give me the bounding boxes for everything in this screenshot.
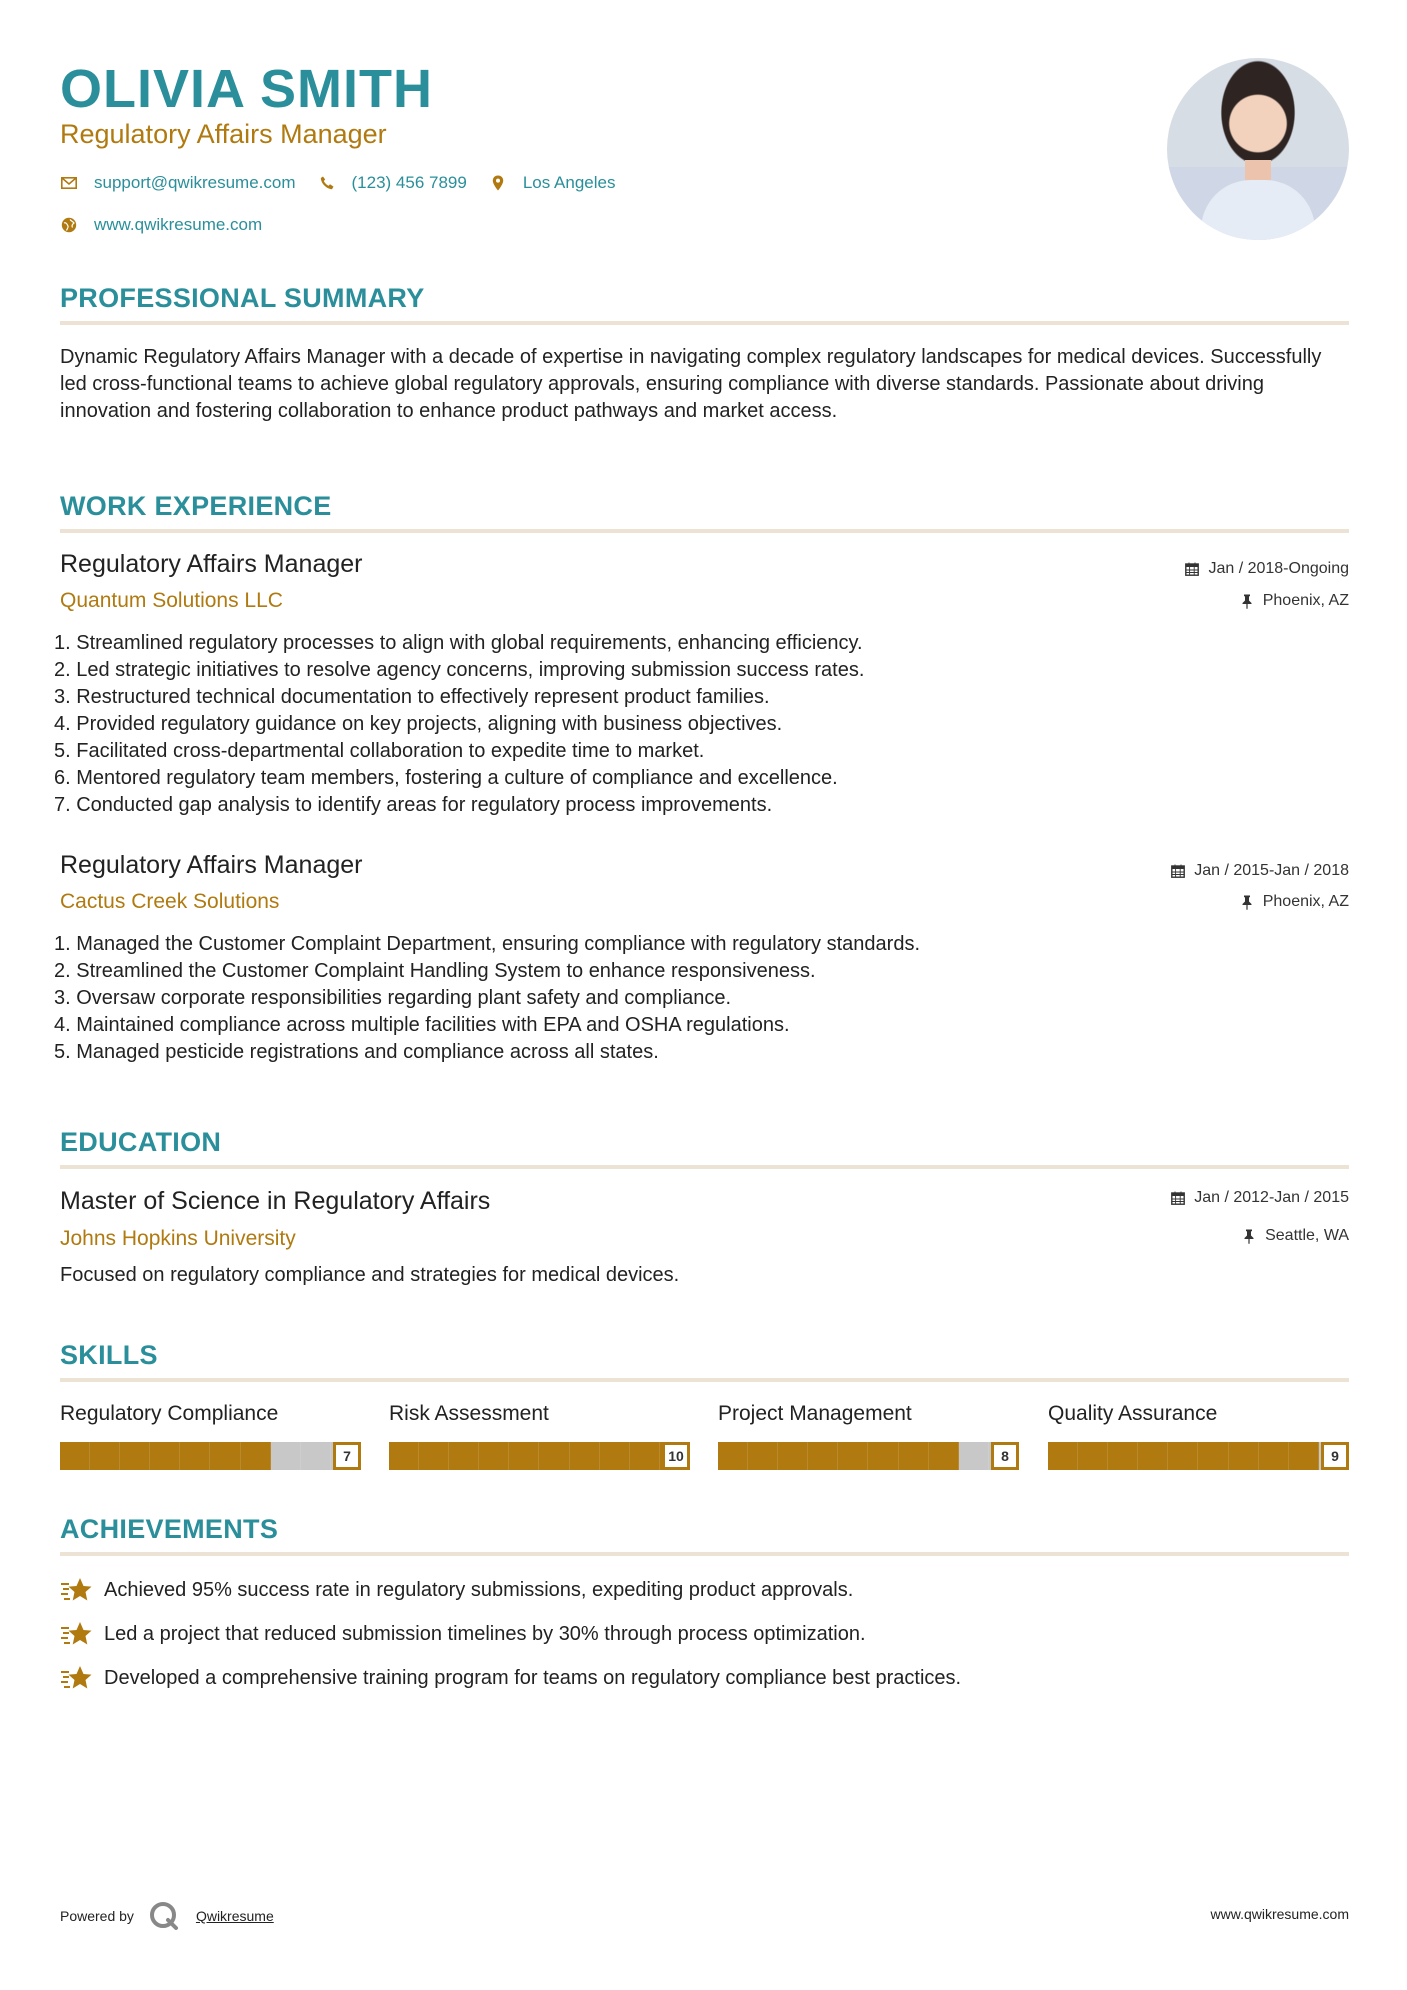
- education-divider: [60, 1165, 1349, 1169]
- skill-bar-segment: [748, 1442, 778, 1470]
- list-item: 3. Restructured technical documentation to effectively represent product families.: [54, 686, 770, 708]
- skill-bar-segment: [1108, 1442, 1138, 1470]
- job-1-bullets: [54, 630, 864, 819]
- skill-bar-segment: [570, 1442, 600, 1470]
- calendar-icon: [1184, 561, 1200, 577]
- education-description: Focused on regulatory compliance and strategies for medical devices.: [60, 1264, 680, 1286]
- resume-page: [54, 0, 1349, 1990]
- skill-bar: [60, 1442, 361, 1470]
- skill-item: [60, 1402, 361, 1464]
- achievement-item: [60, 1574, 853, 1606]
- pushpin-icon: [1239, 593, 1255, 609]
- education-school: Johns Hopkins University: [60, 1227, 296, 1250]
- footer-url[interactable]: www.qwikresume.com: [1210, 1906, 1349, 1922]
- achievements-heading: ACHIEVEMENTS: [60, 1514, 279, 1544]
- skill-bar-segment: [60, 1442, 90, 1470]
- skill-bar-segment: [479, 1442, 509, 1470]
- skill-bar-segment: [838, 1442, 868, 1470]
- skill-bar-segment: [180, 1442, 210, 1470]
- list-item: 3. Oversaw corporate responsibilities regarding plant safety and compliance.: [54, 987, 732, 1009]
- calendar-icon: [1170, 1190, 1186, 1206]
- skill-bar-segment: [539, 1442, 569, 1470]
- skill-bar-segment: [1138, 1442, 1168, 1470]
- skill-bar-segment: [1198, 1442, 1228, 1470]
- list-item: 2. Led strategic initiatives to resolve agency concerns, improving submission success rates.: [54, 659, 865, 681]
- experience-heading: WORK EXPERIENCE: [60, 491, 332, 521]
- job-1-dates: [1184, 560, 1349, 578]
- skill-name: Regulatory Compliance: [60, 1402, 279, 1425]
- skill-bar-segment: [1259, 1442, 1289, 1470]
- education-location-text: Seattle, WA: [1265, 1227, 1349, 1244]
- star-icon: [60, 1574, 92, 1606]
- skill-score: 7: [333, 1442, 361, 1470]
- qwikresume-link[interactable]: Qwikresume: [195, 1908, 274, 1924]
- education-dates: [1170, 1189, 1349, 1207]
- job-1-title: Regulatory Affairs Manager: [60, 550, 363, 578]
- website-link[interactable]: www.qwikresume.com: [94, 215, 263, 234]
- skill-bar-segment: [1229, 1442, 1259, 1470]
- education-heading: EDUCATION: [60, 1127, 222, 1157]
- phone-icon: [318, 174, 336, 192]
- list-item: 2. Streamlined the Customer Complaint Handling System to enhance responsiveness.: [54, 960, 816, 982]
- skill-bar-segment: [808, 1442, 838, 1470]
- pushpin-icon: [1239, 894, 1255, 910]
- list-item: 1. Managed the Customer Complaint Department, ensuring compliance with regulatory standards.: [54, 933, 920, 955]
- achievement-text: Led a project that reduced submission timelines by 30% through process optimization.: [104, 1622, 866, 1645]
- skill-bar-segment: [630, 1442, 660, 1470]
- calendar-icon: [1170, 863, 1186, 879]
- skill-bar-segment: [509, 1442, 539, 1470]
- skill-bar-segment: [90, 1442, 120, 1470]
- list-item: 6. Mentored regulatory team members, fostering a culture of compliance and excellence.: [54, 767, 838, 789]
- photo-shirt: [1201, 180, 1315, 240]
- skill-bar-segment: [929, 1442, 959, 1470]
- achievement-item: [60, 1618, 866, 1650]
- summary-heading: PROFESSIONAL SUMMARY: [60, 283, 425, 313]
- contact-row-1: [60, 173, 637, 193]
- map-pin-icon: [489, 174, 507, 192]
- skill-bar-segment: [389, 1442, 419, 1470]
- skill-name: Risk Assessment: [389, 1402, 549, 1425]
- list-item: 4. Maintained compliance across multiple facilities with EPA and OSHA regulations.: [54, 1014, 790, 1036]
- skill-name: Project Management: [718, 1402, 912, 1425]
- summary-text: Dynamic Regulatory Affairs Manager with a decade of expertise in navigating complex regulatory landscapes for medical devices. Successfully led cross-functional teams to achieve global regulatory approvals, ensuring compliance with diverse standards. Passionate about driving innovation and fostering collaboration to enhance product pathways and market access.: [60, 346, 1322, 422]
- skill-score: 10: [662, 1442, 690, 1470]
- job-1-location: [1239, 592, 1349, 610]
- skills-heading: SKILLS: [60, 1340, 158, 1370]
- skill-bar-segment: [449, 1442, 479, 1470]
- skill-item: [718, 1402, 1019, 1464]
- skill-bar-segment: [1289, 1442, 1319, 1470]
- skill-bar-segment: [210, 1442, 240, 1470]
- job-2-dates-text: Jan / 2015-Jan / 2018: [1194, 862, 1349, 879]
- job-2-title: Regulatory Affairs Manager: [60, 851, 363, 879]
- skill-bar-segment: [1168, 1442, 1198, 1470]
- skill-score: 9: [1321, 1442, 1349, 1470]
- skills-divider: [60, 1378, 1349, 1382]
- skill-bar: [1048, 1442, 1349, 1470]
- skill-bar: [718, 1442, 1019, 1470]
- globe-icon: [60, 216, 78, 234]
- skill-bar-segment: [301, 1442, 331, 1470]
- list-item: 5. Managed pesticide registrations and compliance across all states.: [54, 1041, 659, 1063]
- skill-bar-segment: [868, 1442, 898, 1470]
- skill-bar-segment: [600, 1442, 630, 1470]
- skill-bar-segment: [718, 1442, 748, 1470]
- job-1-dates-text: Jan / 2018-Ongoing: [1208, 560, 1349, 577]
- location-text: Los Angeles: [522, 173, 616, 192]
- star-icon: [60, 1618, 92, 1650]
- skill-bar-segment: [271, 1442, 301, 1470]
- skill-bar-segment: [120, 1442, 150, 1470]
- skill-bar-segment: [419, 1442, 449, 1470]
- powered-by-label: Powered by: [60, 1908, 134, 1924]
- envelope-icon: [60, 174, 78, 192]
- contact-row-2: [60, 215, 284, 235]
- education-location: [1241, 1227, 1349, 1245]
- summary-divider: [60, 321, 1349, 325]
- job-2-bullets: [54, 931, 920, 1066]
- list-item: 1. Streamlined regulatory processes to align with global requirements, enhancing efficiency.: [54, 632, 863, 654]
- skill-bar-segment: [778, 1442, 808, 1470]
- skill-bar-segment: [1078, 1442, 1108, 1470]
- list-item: 5. Facilitated cross-departmental collaboration to expedite time to market.: [54, 740, 705, 762]
- education-degree: Master of Science in Regulatory Affairs: [60, 1187, 491, 1215]
- skill-bar-segment: [1048, 1442, 1078, 1470]
- candidate-name: OLIVIA SMITH: [60, 59, 433, 119]
- skill-item: [1048, 1402, 1349, 1464]
- skill-bar: [389, 1442, 690, 1470]
- achievements-divider: [60, 1552, 1349, 1556]
- achievement-text: Achieved 95% success rate in regulatory submissions, expediting product approvals.: [104, 1578, 854, 1601]
- profile-photo: [1167, 58, 1349, 240]
- phone-number[interactable]: (123) 456 7899: [351, 173, 467, 192]
- job-2-company: Cactus Creek Solutions: [60, 890, 280, 913]
- skill-name: Quality Assurance: [1048, 1402, 1218, 1425]
- skill-bar-segment: [241, 1442, 271, 1470]
- skill-item: [389, 1402, 690, 1464]
- experience-divider: [60, 529, 1349, 533]
- achievement-text: Developed a comprehensive training program for teams on regulatory compliance best practices.: [104, 1666, 962, 1689]
- qwikresume-logo-icon: [148, 1900, 180, 1932]
- achievement-item: [60, 1662, 961, 1694]
- job-2-dates: [1170, 862, 1349, 880]
- skill-score: 8: [991, 1442, 1019, 1470]
- pushpin-icon: [1241, 1228, 1257, 1244]
- job-2-location: [1239, 893, 1349, 911]
- list-item: 7. Conducted gap analysis to identify areas for regulatory process improvements.: [54, 794, 773, 816]
- footer-powered-by: [60, 1900, 274, 1932]
- email-link[interactable]: support@qwikresume.com: [94, 173, 296, 192]
- star-icon: [60, 1662, 92, 1694]
- skill-bar-segment: [150, 1442, 180, 1470]
- skill-bar-segment: [899, 1442, 929, 1470]
- job-1-company: Quantum Solutions LLC: [60, 589, 283, 612]
- list-item: 4. Provided regulatory guidance on key projects, aligning with business objectives.: [54, 713, 783, 735]
- job-1-location-text: Phoenix, AZ: [1262, 592, 1349, 609]
- candidate-role: Regulatory Affairs Manager: [60, 119, 387, 149]
- education-dates-text: Jan / 2012-Jan / 2015: [1194, 1189, 1349, 1206]
- job-2-location-text: Phoenix, AZ: [1262, 893, 1349, 910]
- skill-bar-segment: [959, 1442, 989, 1470]
